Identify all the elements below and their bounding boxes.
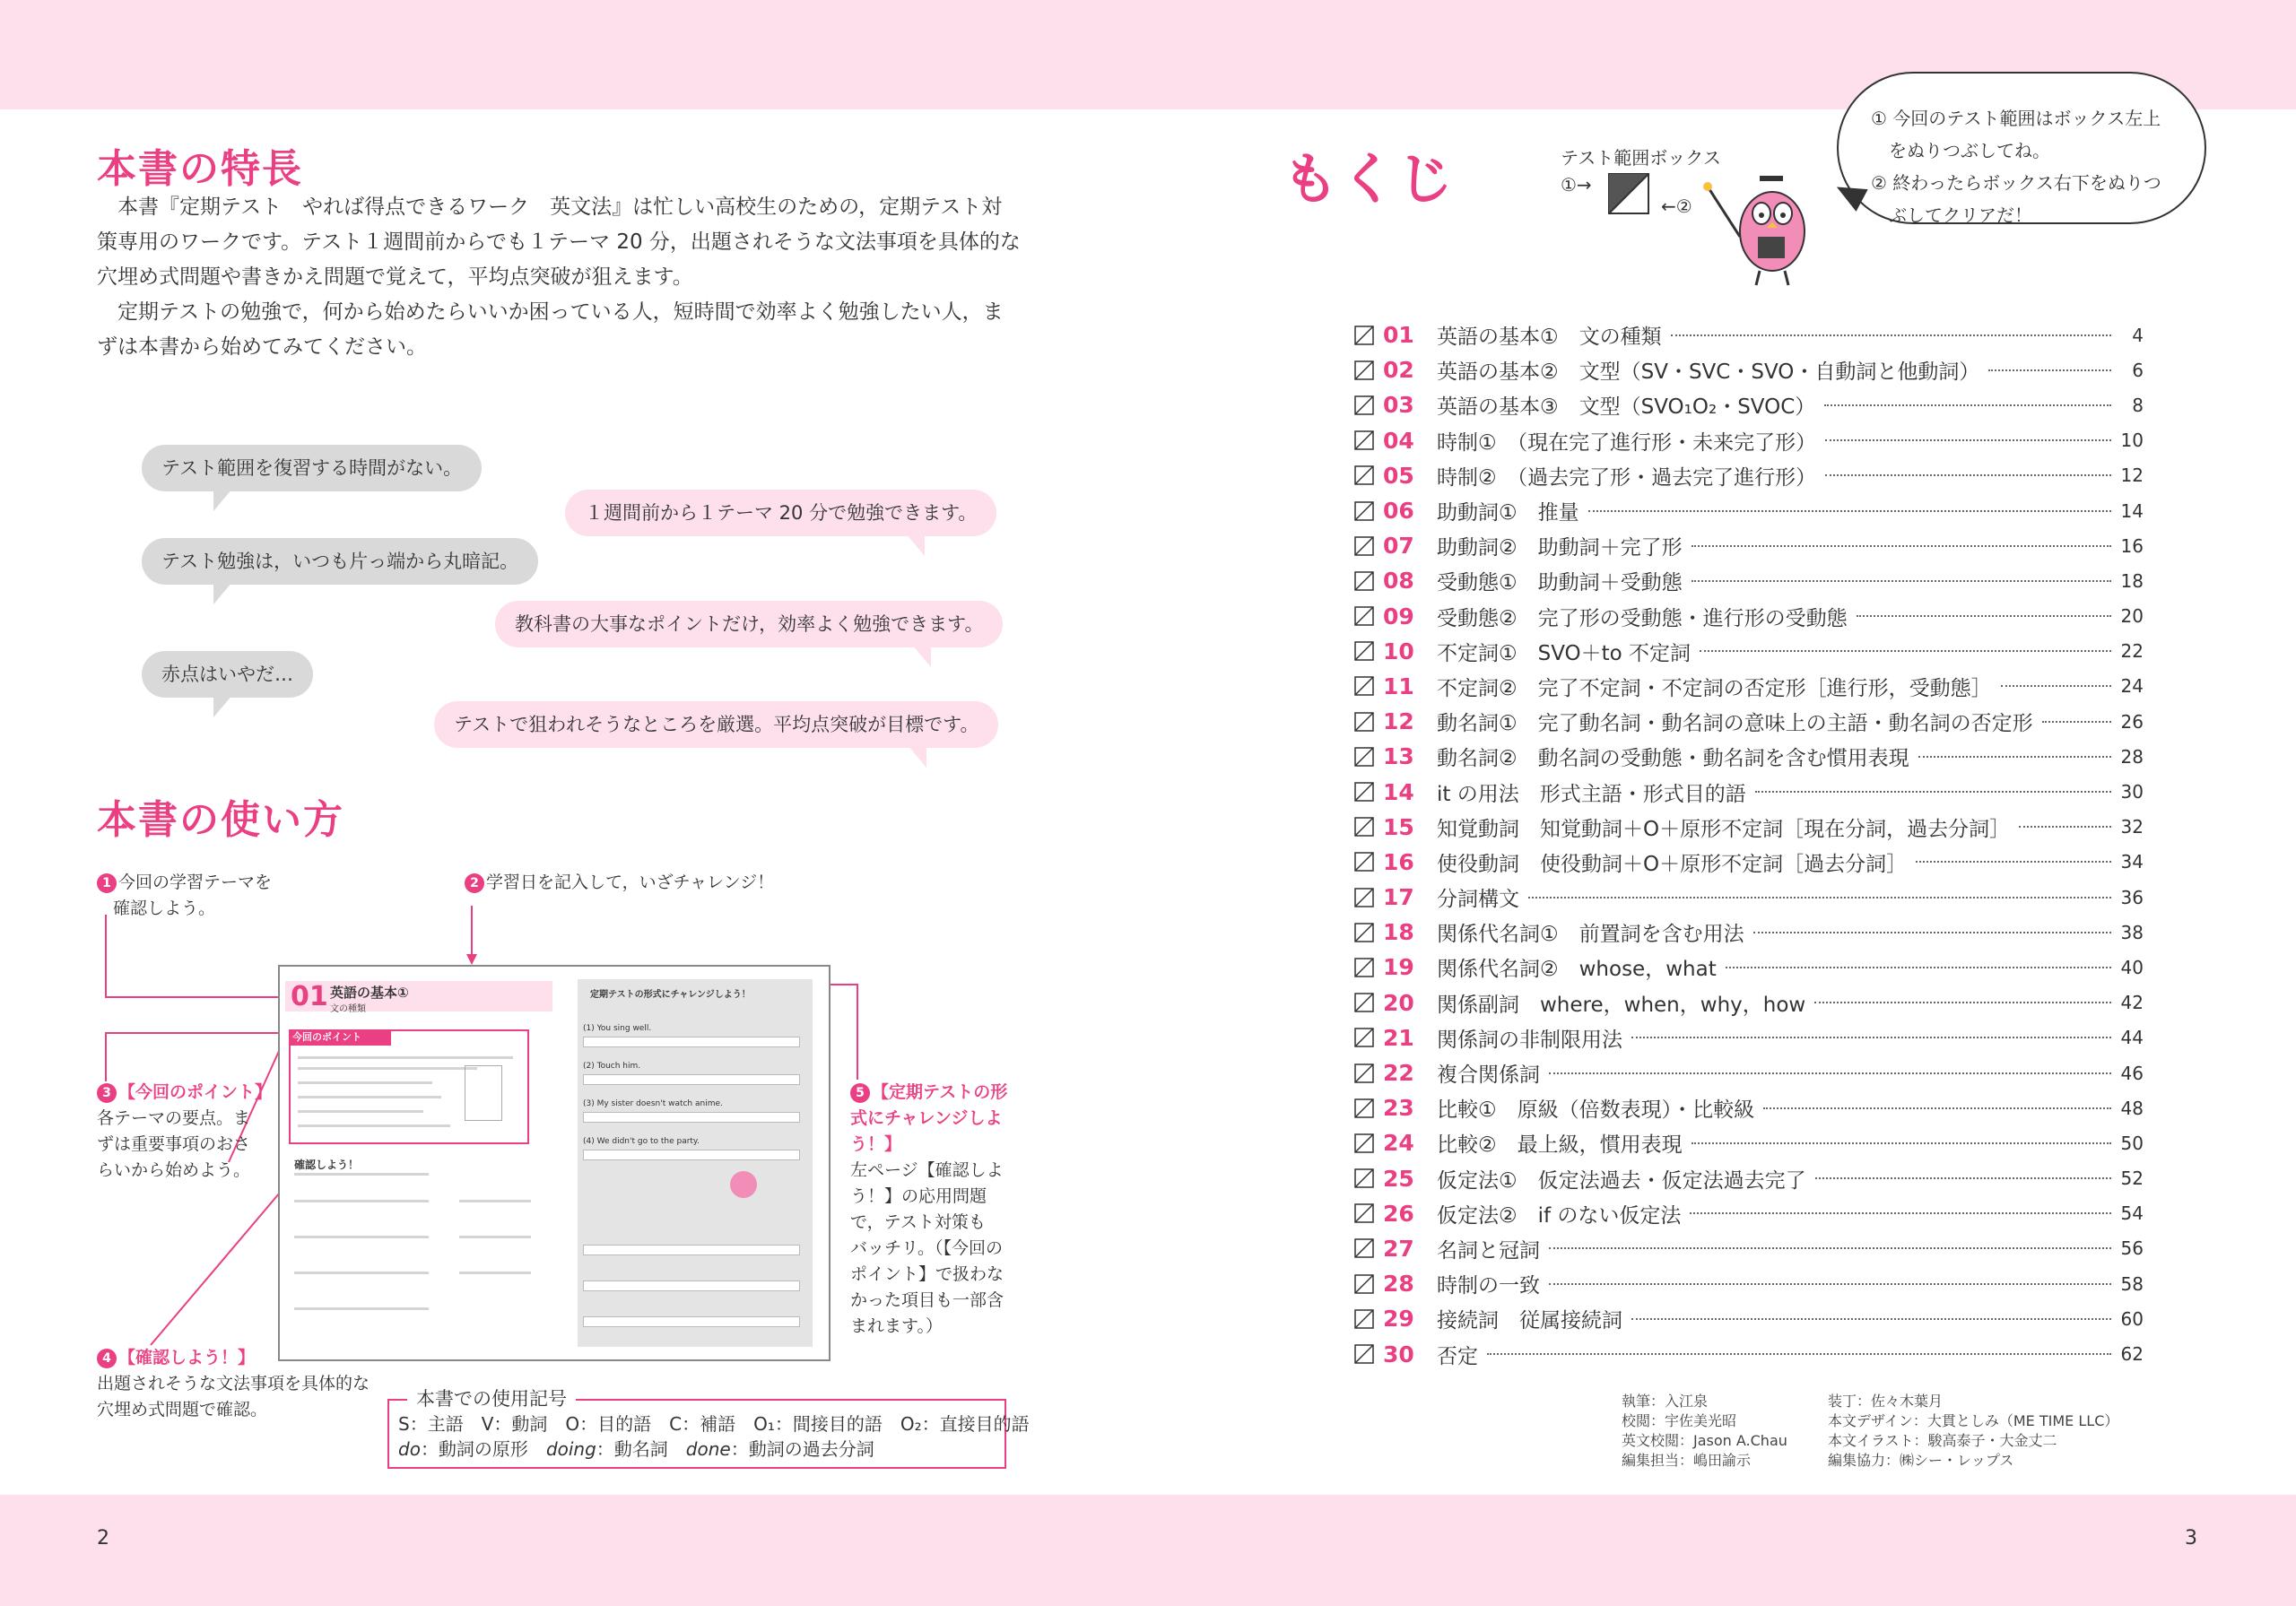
checkbox-icon[interactable]: [1354, 817, 1374, 837]
checkbox-icon[interactable]: [1354, 1168, 1374, 1188]
toc-item-number: 20: [1383, 989, 1414, 1016]
toc-item[interactable]: [1354, 1090, 2144, 1125]
toc-item-page: 30: [2120, 781, 2144, 803]
owl-mascot-icon: [1702, 169, 1819, 294]
toc-item-page: 4: [2132, 324, 2144, 346]
toc-item[interactable]: [1354, 985, 2144, 1020]
leader-dots: [1671, 334, 2111, 336]
toc-item-number: 24: [1383, 1130, 1414, 1157]
toc-item[interactable]: [1354, 669, 2144, 704]
leader-dots: [1549, 1072, 2111, 1074]
toc-item-page: 62: [2120, 1343, 2144, 1366]
checkbox-icon[interactable]: [1354, 1063, 1374, 1083]
toc-item-number: 19: [1383, 954, 1414, 981]
leader-dots: [1549, 1283, 2111, 1285]
checkbox-icon[interactable]: [1354, 536, 1374, 556]
toc-item-number: 15: [1383, 813, 1414, 840]
leader-dots: [1690, 1212, 2111, 1214]
callout-2: 2 学習日を記入して，いざチャレンジ！: [465, 870, 774, 896]
speech-bubble-student: テスト範囲を復習する時間がない。: [142, 445, 482, 491]
checkbox-icon[interactable]: [1354, 888, 1374, 907]
leader-dots: [1726, 967, 2111, 968]
toc-item[interactable]: [1354, 950, 2144, 985]
checkbox-icon[interactable]: [1354, 1238, 1374, 1258]
box-marker-2: ←②: [1661, 195, 1692, 217]
unit-subtitle: 文の種類: [330, 1004, 366, 1014]
leader-dots: [1988, 369, 2111, 371]
leader-dots: [1753, 932, 2111, 933]
toc-item-number: 27: [1383, 1235, 1414, 1262]
toc-item-page: 24: [2120, 675, 2144, 698]
toc-item-page: 28: [2120, 745, 2144, 768]
leader-dots: [2042, 721, 2111, 723]
sample-left-page: [280, 967, 549, 1359]
toc-item-title: 使役動詞 使役動詞＋O＋原形不定詞［過去分詞］: [1437, 852, 1908, 876]
test-range-box-icon: [1607, 172, 1650, 215]
toc-item-title: 関係代名詞① 前置詞を含む用法: [1437, 923, 1744, 947]
leader-dots: [1755, 791, 2111, 793]
toc-item-title: 仮定法① 仮定法過去・仮定法過去完了: [1437, 1168, 1806, 1193]
credits-left: 執筆：入江泉 校閲：宇佐美光昭 英文校閲：Jason A.Chau 編集担当：嶋田諭示: [1622, 1393, 1787, 1469]
toc-item-title: 助動詞② 助動詞＋完了形: [1437, 536, 1683, 560]
checkbox-icon[interactable]: [1354, 993, 1374, 1012]
intro-paragraph-1: 本書『定期テスト やれば得点できるワーク 英文法』は忙しい高校生のための，定期テスト対策専用のワークです。テスト１週間前からでも１テーマ 20 分，出題されそうな文法事項を具体的な穴埋め式問題や書きかえ問題で覚えて，平均点突破が狙えます。: [97, 195, 1021, 289]
toc-item-page: 16: [2120, 534, 2144, 557]
toc-item-number: 07: [1383, 533, 1414, 560]
toc-item-page: 14: [2120, 499, 2144, 522]
checkbox-icon[interactable]: [1354, 712, 1374, 732]
leader-dots: [1631, 1318, 2111, 1320]
checkbox-icon[interactable]: [1354, 1098, 1374, 1118]
toc-item-page: 38: [2120, 921, 2144, 943]
callout-number: 5: [850, 1083, 870, 1103]
checkbox-icon[interactable]: [1354, 1309, 1374, 1329]
contents-heading: もくじ: [1283, 146, 1456, 212]
box-marker-1: ①→: [1561, 174, 1592, 195]
toc-item-title: 分詞構文: [1437, 888, 1519, 912]
toc-item[interactable]: [1354, 563, 2144, 598]
leader-dots: [1700, 650, 2111, 652]
checkbox-icon[interactable]: [1354, 571, 1374, 591]
toc-item-page: 48: [2120, 1097, 2144, 1119]
toc-item-title: 英語の基本③ 文型（SVO₁O₂・SVOC）: [1437, 395, 1816, 420]
toc-item-title: 不定詞② 完了不定詞・不定詞の否定形［進行形，受動態］: [1437, 676, 1992, 700]
toc-item[interactable]: [1354, 739, 2144, 774]
toc-item[interactable]: [1354, 1231, 2144, 1266]
intro-paragraph-2: 定期テストの勉強で，何から始めたらいいか困っている人，短時間で効率よく勉強したい人，まずは本書から始めてみてください。: [97, 300, 1004, 359]
speech-bubble-student: 赤点はいやだ…: [142, 651, 313, 698]
toc-item-title: 受動態② 完了形の受動態・進行形の受動態: [1437, 606, 1848, 630]
toc-item[interactable]: [1354, 1055, 2144, 1090]
leader-dots: [2001, 685, 2111, 687]
leader-dots: [1814, 1002, 2111, 1003]
challenge-title: 定期テストの形式にチャレンジしよう！: [590, 990, 751, 1000]
point-label: 今回のポイント: [289, 1029, 391, 1046]
toc-item-number: 12: [1383, 708, 1414, 735]
test-range-box-label: テスト範囲ボックス: [1561, 147, 1721, 169]
toc-item-number: 08: [1383, 568, 1414, 595]
checkbox-icon[interactable]: [1354, 326, 1374, 345]
checkbox-icon[interactable]: [1354, 606, 1374, 626]
toc-item-page: 44: [2120, 1027, 2144, 1049]
toc-item-title: 動名詞① 完了動名詞・動名詞の意味上の主語・動名詞の否定形: [1437, 712, 2033, 736]
toc-item[interactable]: [1354, 1266, 2144, 1301]
toc-item[interactable]: [1354, 528, 2144, 563]
speech-bubble-answer: テストで狙われそうなところを厳選。平均点突破が目標です。: [434, 701, 998, 748]
legend-title: 本書での使用記号: [407, 1386, 576, 1411]
toc-item[interactable]: [1354, 599, 2144, 634]
sample-page-thumbnail: [278, 965, 831, 1361]
toc-item-page: 18: [2120, 569, 2144, 592]
toc-item-number: 25: [1383, 1165, 1414, 1192]
toc-item-number: 06: [1383, 498, 1414, 525]
toc-item[interactable]: [1354, 704, 2144, 739]
leader-dots: [1487, 1353, 2111, 1355]
leader-dots: [1918, 756, 2111, 758]
toc-item[interactable]: [1354, 387, 2144, 422]
toc-item-number: 16: [1383, 848, 1414, 875]
toc-item-page: 26: [2120, 710, 2144, 733]
toc-item-title: 接続詞 従属接続詞: [1437, 1309, 1622, 1333]
toc-item-title: 関係詞の非制限用法: [1437, 1028, 1622, 1052]
toc-item-title: 英語の基本① 文の種類: [1437, 326, 1662, 350]
leader-dots: [1825, 474, 2111, 476]
toc-item-title: 比較① 原級（倍数表現）・比較級: [1437, 1098, 1755, 1123]
leader-dots: [1588, 510, 2111, 512]
check-label: 確認しよう！: [294, 1159, 360, 1171]
checkbox-icon[interactable]: [1354, 501, 1374, 521]
leader-dots: [1857, 615, 2111, 617]
toc-item-title: 比較② 最上級，慣用表現: [1437, 1133, 1683, 1158]
toc-item-number: 30: [1383, 1341, 1414, 1367]
checkbox-icon[interactable]: [1354, 430, 1374, 450]
toc-item-number: 29: [1383, 1306, 1414, 1333]
toc-item-number: 28: [1383, 1271, 1414, 1298]
toc-item-title: 不定詞① SVO＋to 不定詞: [1437, 641, 1692, 665]
leader-dots: [1763, 1107, 2111, 1109]
checkbox-icon[interactable]: [1354, 782, 1374, 802]
toc-item-page: 60: [2120, 1307, 2144, 1330]
checkbox-icon[interactable]: [1354, 958, 1374, 977]
leader-dots: [1815, 1177, 2111, 1179]
legend-row-1: S：主語 V：動詞 O：目的語 C：補語 O₁：間接目的語 O₂：直接目的語: [398, 1413, 1030, 1435]
toc-item-page: 8: [2132, 394, 2144, 416]
toc-item-page: 20: [2120, 605, 2144, 628]
toc-item-title: 否定: [1437, 1344, 1478, 1368]
sample-right-page: 定期テストの形式にチャレンジしよう！ (1) You sing well. (2) Touch him. (3) My sister doesn't watch anime. (4) We didn't go to the party.: [578, 979, 813, 1347]
toc-item-number: 02: [1383, 357, 1414, 384]
toc-item-page: 42: [2120, 992, 2144, 1014]
leader-dots: [1692, 580, 2111, 582]
toc-item-title: 複合関係詞: [1437, 1063, 1540, 1088]
toc-item[interactable]: [1354, 880, 2144, 915]
page-number-right: 3: [2185, 1527, 2197, 1550]
callout-number: 1: [97, 873, 117, 893]
checkbox-icon[interactable]: [1354, 747, 1374, 767]
toc-item[interactable]: [1354, 1020, 2144, 1055]
checkbox-icon[interactable]: [1354, 641, 1374, 661]
toc-item-title: 時制① （現在完了進行形・未来完了形）: [1437, 430, 1817, 455]
toc-item-number: 01: [1383, 322, 1414, 349]
callout-number: 2: [465, 873, 484, 893]
toc-item-page: 12: [2120, 464, 2144, 487]
toc-item-number: 13: [1383, 743, 1414, 770]
toc-item-title: 名詞と冠詞: [1437, 1238, 1540, 1263]
toc-item[interactable]: [1354, 423, 2144, 458]
toc-item-number: 17: [1383, 884, 1414, 911]
toc-item-title: 時制の一致: [1437, 1274, 1540, 1298]
toc-item[interactable]: [1354, 915, 2144, 950]
toc-item[interactable]: [1354, 774, 2144, 809]
unit-title: 英語の基本①: [330, 985, 409, 1001]
toc-item[interactable]: [1354, 493, 2144, 528]
callout-number: 4: [97, 1349, 117, 1368]
toc-item-page: 34: [2120, 851, 2144, 873]
toc-item-page: 56: [2120, 1237, 2144, 1260]
leader-dots: [1528, 897, 2111, 898]
toc-item-page: 10: [2120, 430, 2144, 452]
checkbox-icon[interactable]: [1354, 1133, 1374, 1153]
illustration-icon: [465, 1065, 502, 1121]
leader-dots: [1916, 861, 2111, 863]
checkbox-icon[interactable]: [1354, 395, 1374, 415]
toc-item[interactable]: [1354, 1161, 2144, 1196]
toc-item-number: 03: [1383, 392, 1414, 419]
checkbox-icon[interactable]: [1354, 1344, 1374, 1364]
checkbox-icon[interactable]: [1354, 1203, 1374, 1223]
toc-item-title: 知覚動詞 知覚動詞＋O＋原形不定詞［現在分詞，過去分詞］: [1437, 817, 2011, 841]
checkbox-icon[interactable]: [1354, 852, 1374, 872]
toc-item-page: 58: [2120, 1272, 2144, 1295]
toc-item-number: 26: [1383, 1200, 1414, 1227]
toc-item-title: it の用法 形式主語・形式目的語: [1437, 782, 1746, 806]
toc-item-number: 04: [1383, 427, 1414, 454]
toc-item-page: 54: [2120, 1202, 2144, 1225]
leader-dots: [1825, 439, 2111, 441]
toc-item-page: 22: [2120, 640, 2144, 663]
toc-item[interactable]: [1354, 317, 2144, 352]
toc-item-title: 英語の基本② 文型（SV・SVC・SVO・自動詞と他動詞）: [1437, 360, 1980, 385]
toc-item-number: 10: [1383, 638, 1414, 664]
toc-item[interactable]: [1354, 352, 2144, 387]
checkbox-icon[interactable]: [1354, 1028, 1374, 1047]
table-of-contents: [1354, 317, 2144, 1372]
owl-mascot-icon: [730, 1171, 757, 1198]
toc-item-number: 14: [1383, 778, 1414, 805]
speech-bubble-answer: 教科書の大事なポイントだけ，効率よく勉強できます。: [495, 601, 1003, 647]
toc-item-page: 50: [2120, 1132, 2144, 1154]
toc-item-page: 32: [2120, 816, 2144, 838]
toc-item-page: 52: [2120, 1168, 2144, 1190]
toc-item-page: 40: [2120, 956, 2144, 978]
toc-item[interactable]: [1354, 1125, 2144, 1160]
toc-item[interactable]: [1354, 810, 2144, 845]
toc-item-number: 11: [1383, 673, 1414, 699]
toc-item-title: 関係代名詞② whose，what: [1437, 958, 1717, 982]
legend-row-2: do：動詞の原形 doing：動名詞 done：動詞の過去分詞: [398, 1438, 874, 1460]
features-heading: 本書の特長: [97, 146, 303, 192]
toc-item-number: 23: [1383, 1095, 1414, 1122]
leader-dots: [1824, 404, 2111, 406]
toc-item-title: 助動詞① 推量: [1437, 501, 1579, 525]
toc-item[interactable]: [1354, 845, 2144, 880]
symbol-legend: [387, 1388, 1030, 1469]
speech-bubble-answer: １週間前から１テーマ 20 分で勉強できます。: [565, 490, 996, 536]
toc-item-number: 05: [1383, 462, 1414, 489]
callout-4: 4 【確認しよう！】 出題されそうな文法事項を具体的な 穴埋め式問題で確認。: [97, 1348, 370, 1419]
leader-dots: [1692, 1142, 2111, 1144]
callout-3: 3 【今回のポイント】 各テーマの要点。ま ずは重要事項のおさ らいから始めよう。: [97, 1082, 273, 1180]
credits-right: 装丁：佐々木葉月 本文デザイン：大貫としみ（ME TIME LLC） 本文イラスト：駿高泰子・大金丈二 編集協力：㈱シー・レップス: [1828, 1393, 2119, 1469]
toc-item-number: 21: [1383, 1024, 1414, 1051]
callout-5: 5 【定期テストの形 式にチャレンジしよ う！】 左ページ【確認しよ う！】の応用問題 で，テスト対策も バッチリ。（【今回の ポイント】で扱わな かった項目も一部含 まれます。）: [850, 1082, 1008, 1336]
page-number-left: 2: [97, 1527, 109, 1550]
toc-item-title: 仮定法② if のない仮定法: [1437, 1203, 1682, 1228]
toc-item-page: 36: [2120, 886, 2144, 908]
toc-item[interactable]: [1354, 1336, 2144, 1371]
usage-heading: 本書の使い方: [97, 797, 344, 843]
leader-dots: [1631, 1037, 2111, 1038]
toc-item[interactable]: [1354, 1301, 2144, 1336]
leader-dots: [2019, 826, 2111, 828]
toc-item-title: 関係副詞 where，when，why，how: [1437, 993, 1806, 1017]
checkbox-icon[interactable]: [1354, 1274, 1374, 1294]
leader-dots: [1692, 545, 2111, 547]
unit-number: 01: [291, 981, 328, 1012]
callout-number: 3: [97, 1083, 117, 1103]
toc-item[interactable]: [1354, 634, 2144, 669]
toc-item[interactable]: [1354, 1196, 2144, 1231]
checkbox-icon[interactable]: [1354, 676, 1374, 696]
toc-item-number: 09: [1383, 603, 1414, 629]
mascot-speech-bubble: ① 今回のテスト範囲はボックス左上 をぬりつぶしてね。 ② 終わったらボックス右下をぬりつ ぶしてクリアだ！: [1837, 72, 2206, 224]
leader-dots: [1549, 1247, 2111, 1249]
toc-item-number: 22: [1383, 1060, 1414, 1087]
toc-item-page: 46: [2120, 1062, 2144, 1084]
toc-item-title: 受動態① 助動詞＋受動態: [1437, 571, 1683, 595]
toc-item-title: 動名詞② 動名詞の受動態・動名詞を含む慣用表現: [1437, 747, 1909, 771]
checkbox-icon[interactable]: [1354, 360, 1374, 380]
toc-item-page: 6: [2132, 359, 2144, 381]
callout-1: 1 今回の学習テーマを 確認しよう。: [97, 870, 272, 922]
checkbox-icon[interactable]: [1354, 923, 1374, 942]
toc-item-title: 時制② （過去完了形・過去完了進行形）: [1437, 465, 1817, 490]
toc-item-number: 18: [1383, 919, 1414, 946]
speech-bubble-student: テスト勉強は，いつも片っ端から丸暗記。: [142, 538, 538, 585]
checkbox-icon[interactable]: [1354, 465, 1374, 485]
toc-item[interactable]: [1354, 458, 2144, 493]
